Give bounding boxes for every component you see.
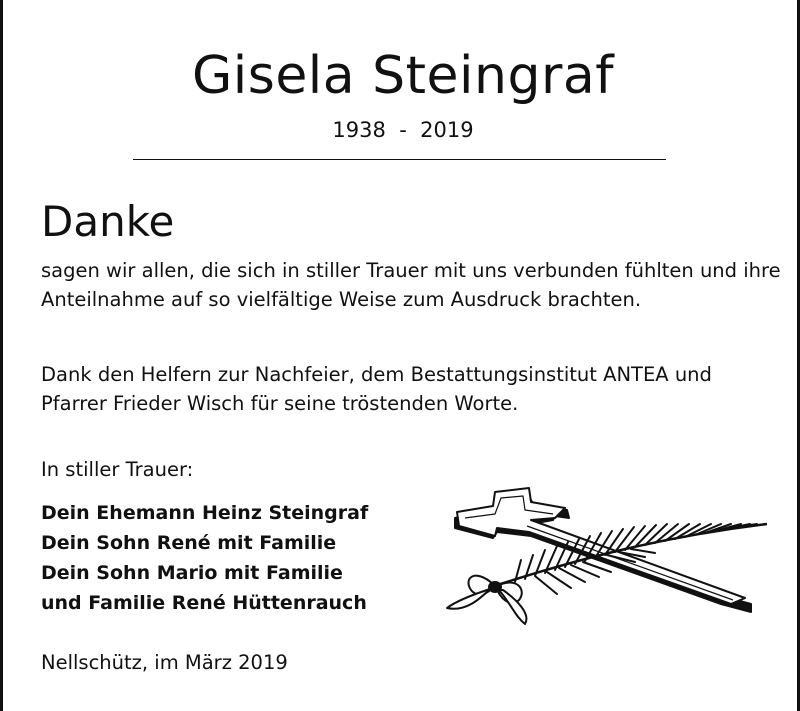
helpers-paragraph: Dank den Helfern zur Nachfeier, dem Bestattungsinstitut ANTEA und Pfarrer Frieder Wisch für seine tröstenden Worte. xyxy=(41,363,712,415)
signer-item: und Familie René Hüttenrauch xyxy=(41,592,367,614)
thanks-heading: Danke xyxy=(41,197,175,246)
mourning-label: In stiller Trauer: xyxy=(41,458,194,481)
signer-item: Dein Sohn Mario mit Familie xyxy=(41,562,343,584)
cross-with-palm-branch-icon xyxy=(435,480,775,630)
signer-item: Dein Sohn René mit Familie xyxy=(41,532,337,554)
thanks-paragraph: sagen wir allen, die sich in stiller Trauer mit uns verbunden fühlten und ihre Anteilnahme auf so vielfältige Weise zum Ausdruck brachten. xyxy=(41,259,781,311)
divider-line xyxy=(133,159,666,160)
life-years: 1938 - 2019 xyxy=(332,118,474,142)
deceased-name: Gisela Steingraf xyxy=(191,46,615,106)
place-and-date: Nellschütz, im März 2019 xyxy=(41,651,288,674)
signer-item: Dein Ehemann Heinz Steingraf xyxy=(41,502,369,524)
signers-list xyxy=(41,498,368,618)
